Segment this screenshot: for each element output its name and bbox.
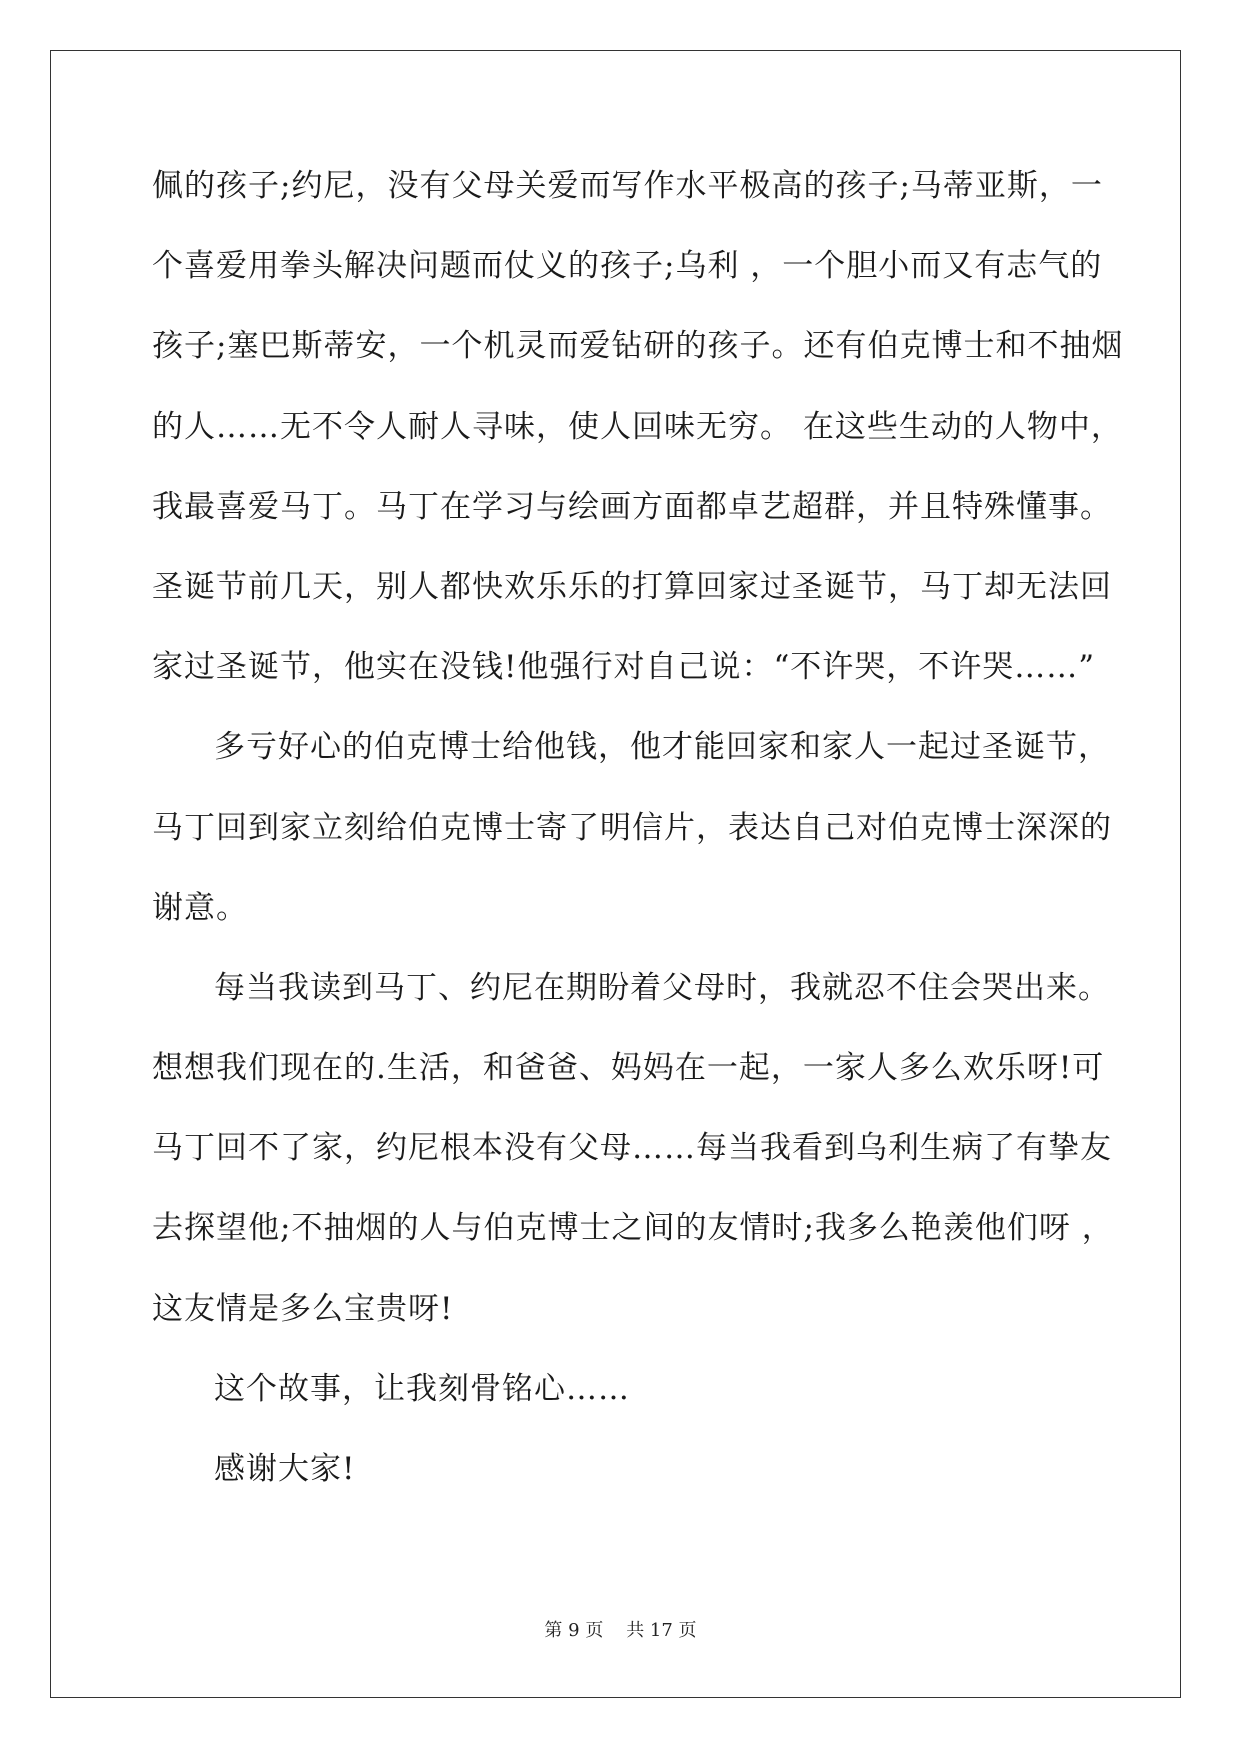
paragraph-first-line: 每当我读到马丁、约尼在期盼着父母时，我就忍不住会哭出来。 <box>214 969 1110 1006</box>
paragraph-first-line: 感谢大家! <box>214 1451 356 1487</box>
page-number-footer: 第 9 页 共 17 页 <box>544 1620 697 1641</box>
text-line: 圣诞节前几天，别人都快欢乐乐的打算回家过圣诞节，马丁却无法回 <box>152 568 1112 605</box>
text-line: 想想我们现在的.生活，和爸爸、妈妈在一起，一家人多么欢乐呀!可 <box>152 1050 1105 1087</box>
paragraph-first-line: 多亏好心的伯克博士给他钱，他才能回家和家人一起过圣诞节， <box>214 729 1110 766</box>
text-line: 这友情是多么宝贵呀! <box>152 1290 454 1327</box>
document-body <box>152 158 1124 1521</box>
text-line: 佩的孩子;约尼，没有父母关爱而写作水平极高的孩子;马蒂亚斯，一 <box>152 168 1103 204</box>
text-line: 去探望他;不抽烟的人与伯克博士之间的友情时;我多么艳羡他们呀 ， <box>152 1210 1114 1247</box>
text-line: 马丁回不了家，约尼根本没有父母……每当我看到乌利生病了有挚友 <box>152 1130 1112 1167</box>
text-line: 孩子;塞巴斯蒂安，一个机灵而爱钻研的孩子。还有伯克博士和不抽烟 <box>152 328 1124 365</box>
text-line: 马丁回到家立刻给伯克博士寄了明信片，表达自己对伯克博士深深的 <box>152 809 1112 846</box>
text-line: 谢意。 <box>152 889 248 926</box>
text-line: 个喜爱用拳头解决问题而仗义的孩子;乌利 ，一个胆小而又有志气的 <box>152 248 1103 285</box>
text-line: 家过圣诞节，他实在没钱!他强行对自己说：“不许哭，不许哭……” <box>152 649 1096 686</box>
text-line: 的人……无不令人耐人寻味，使人回味无穷。 在这些生动的人物中， <box>152 408 1123 445</box>
text-line: 我最喜爱马丁。马丁在学习与绘画方面都卓艺超群，并且特殊懂事。 <box>152 488 1112 525</box>
paragraph-first-line: 这个故事，让我刻骨铭心…… <box>214 1370 630 1407</box>
